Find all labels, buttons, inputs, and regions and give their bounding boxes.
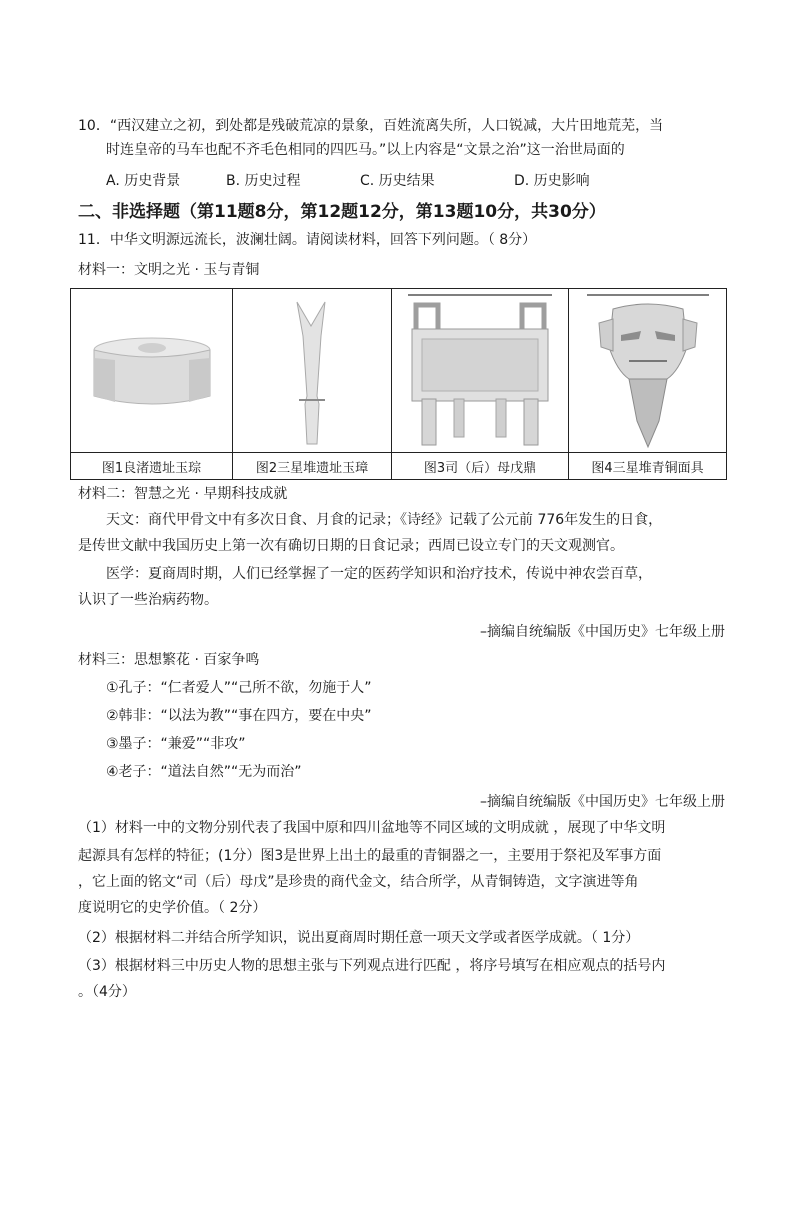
astronomy-line-2: 是传世文献中我国历史上第一次有确切日期的日食记录；西周已设立专门的天文观测官。 — [78, 538, 624, 554]
caption-4: 图4三星堆青铜面具 — [569, 453, 727, 480]
caption-1: 图1良渚遗址玉琮 — [71, 453, 233, 480]
sub-question-1-line-2: 起源具有怎样的特征；(1分）图3是世界上出土的最重的青铜器之一，主要用于祭祀及军事方面 — [78, 848, 662, 864]
material-1-title: 材料一：文明之光 · 玉与青铜 — [78, 262, 260, 278]
relic-4-cell — [569, 289, 727, 453]
section-2-heading: 二、非选择题（第11题8分，第12题12分，第13题10分，共30分） — [78, 202, 606, 222]
sub-question-2: （2）根据材料二并结合所学知识，说出夏商周时期任意一项天文学或者医学成就。（ 1分） — [78, 930, 640, 946]
option-a[interactable]: A. 历史背景 — [106, 173, 181, 189]
relic-1-cell — [71, 289, 233, 453]
material-3-title: 材料三：思想繁花 · 百家争鸣 — [78, 652, 260, 668]
relics-table — [70, 288, 727, 480]
thinker-confucius: ①孔子：“仁者爱人”“己所不欲，勿施于人” — [106, 680, 372, 696]
option-c[interactable]: C. 历史结果 — [360, 173, 435, 189]
option-b[interactable]: B. 历史过程 — [226, 173, 301, 189]
question-11-intro: 11．中华文明源远流长，波澜壮阔。请阅读材料，回答下列问题。（ 8分） — [78, 232, 537, 248]
material-2-title: 材料二：智慧之光 · 早期科技成就 — [78, 486, 288, 502]
question-10-line-2: 时连皇帝的马车也配不齐毛色相同的四匹马。”以上内容是“文景之治”这一治世局面的 — [106, 142, 625, 158]
question-10-line-1: 10．“西汉建立之初，到处都是残破荒凉的景象，百姓流离失所，人口锐减，大片田地荒芜，当 — [78, 118, 664, 134]
source-citation-2: –摘编自统编版《中国历史》七年级上册 — [480, 794, 725, 810]
sub-question-1-line-1: （1）材料一中的文物分别代表了我国中原和四川盆地等不同区域的文明成就 ，展现了中华文明 — [78, 820, 666, 836]
sub-question-3-line-1: （3）根据材料三中历史人物的思想主张与下列观点进行匹配 ，将序号填写在相应观点的括号内 — [78, 958, 666, 974]
caption-3: 图3司（后）母戊鼎 — [392, 453, 569, 480]
relic-2-cell — [233, 289, 392, 453]
sub-question-1-line-4: 度说明它的史学价值。（ 2分） — [78, 900, 267, 916]
sub-question-1-line-3: ，它上面的铭文“司（后）母戊”是珍贵的商代金文，结合所学，从青铜铸造，文字演进等角 — [78, 874, 639, 890]
option-d[interactable]: D. 历史影响 — [514, 173, 590, 189]
simuwu-ding-image — [400, 291, 560, 451]
thinker-laozi: ④老子：“道法自然”“无为而治” — [106, 764, 302, 780]
thinker-hanfei: ②韩非：“以法为教”“事在四方，要在中央” — [106, 708, 372, 724]
question-10-options — [106, 170, 706, 190]
bronze-mask-image — [583, 291, 713, 451]
jade-cong-image — [87, 326, 217, 416]
jade-zhang-image — [277, 296, 347, 446]
relic-3-cell — [392, 289, 569, 453]
caption-2: 图2三星堆遗址玉璋 — [233, 453, 392, 480]
sub-question-3-line-2: 。（4分） — [78, 984, 136, 1000]
medicine-line-2: 认识了一些治病药物。 — [78, 592, 218, 608]
thinker-mozi: ③墨子：“兼爱”“非攻” — [106, 736, 246, 752]
source-citation-1: –摘编自统编版《中国历史》七年级上册 — [480, 624, 725, 640]
astronomy-line-1: 天文：商代甲骨文中有多次日食、月食的记录；《诗经》记载了公元前 776年发生的日食， — [106, 512, 663, 528]
medicine-line-1: 医学：夏商周时期，人们已经掌握了一定的医药学知识和治疗技术，传说中神农尝百草， — [106, 566, 652, 582]
